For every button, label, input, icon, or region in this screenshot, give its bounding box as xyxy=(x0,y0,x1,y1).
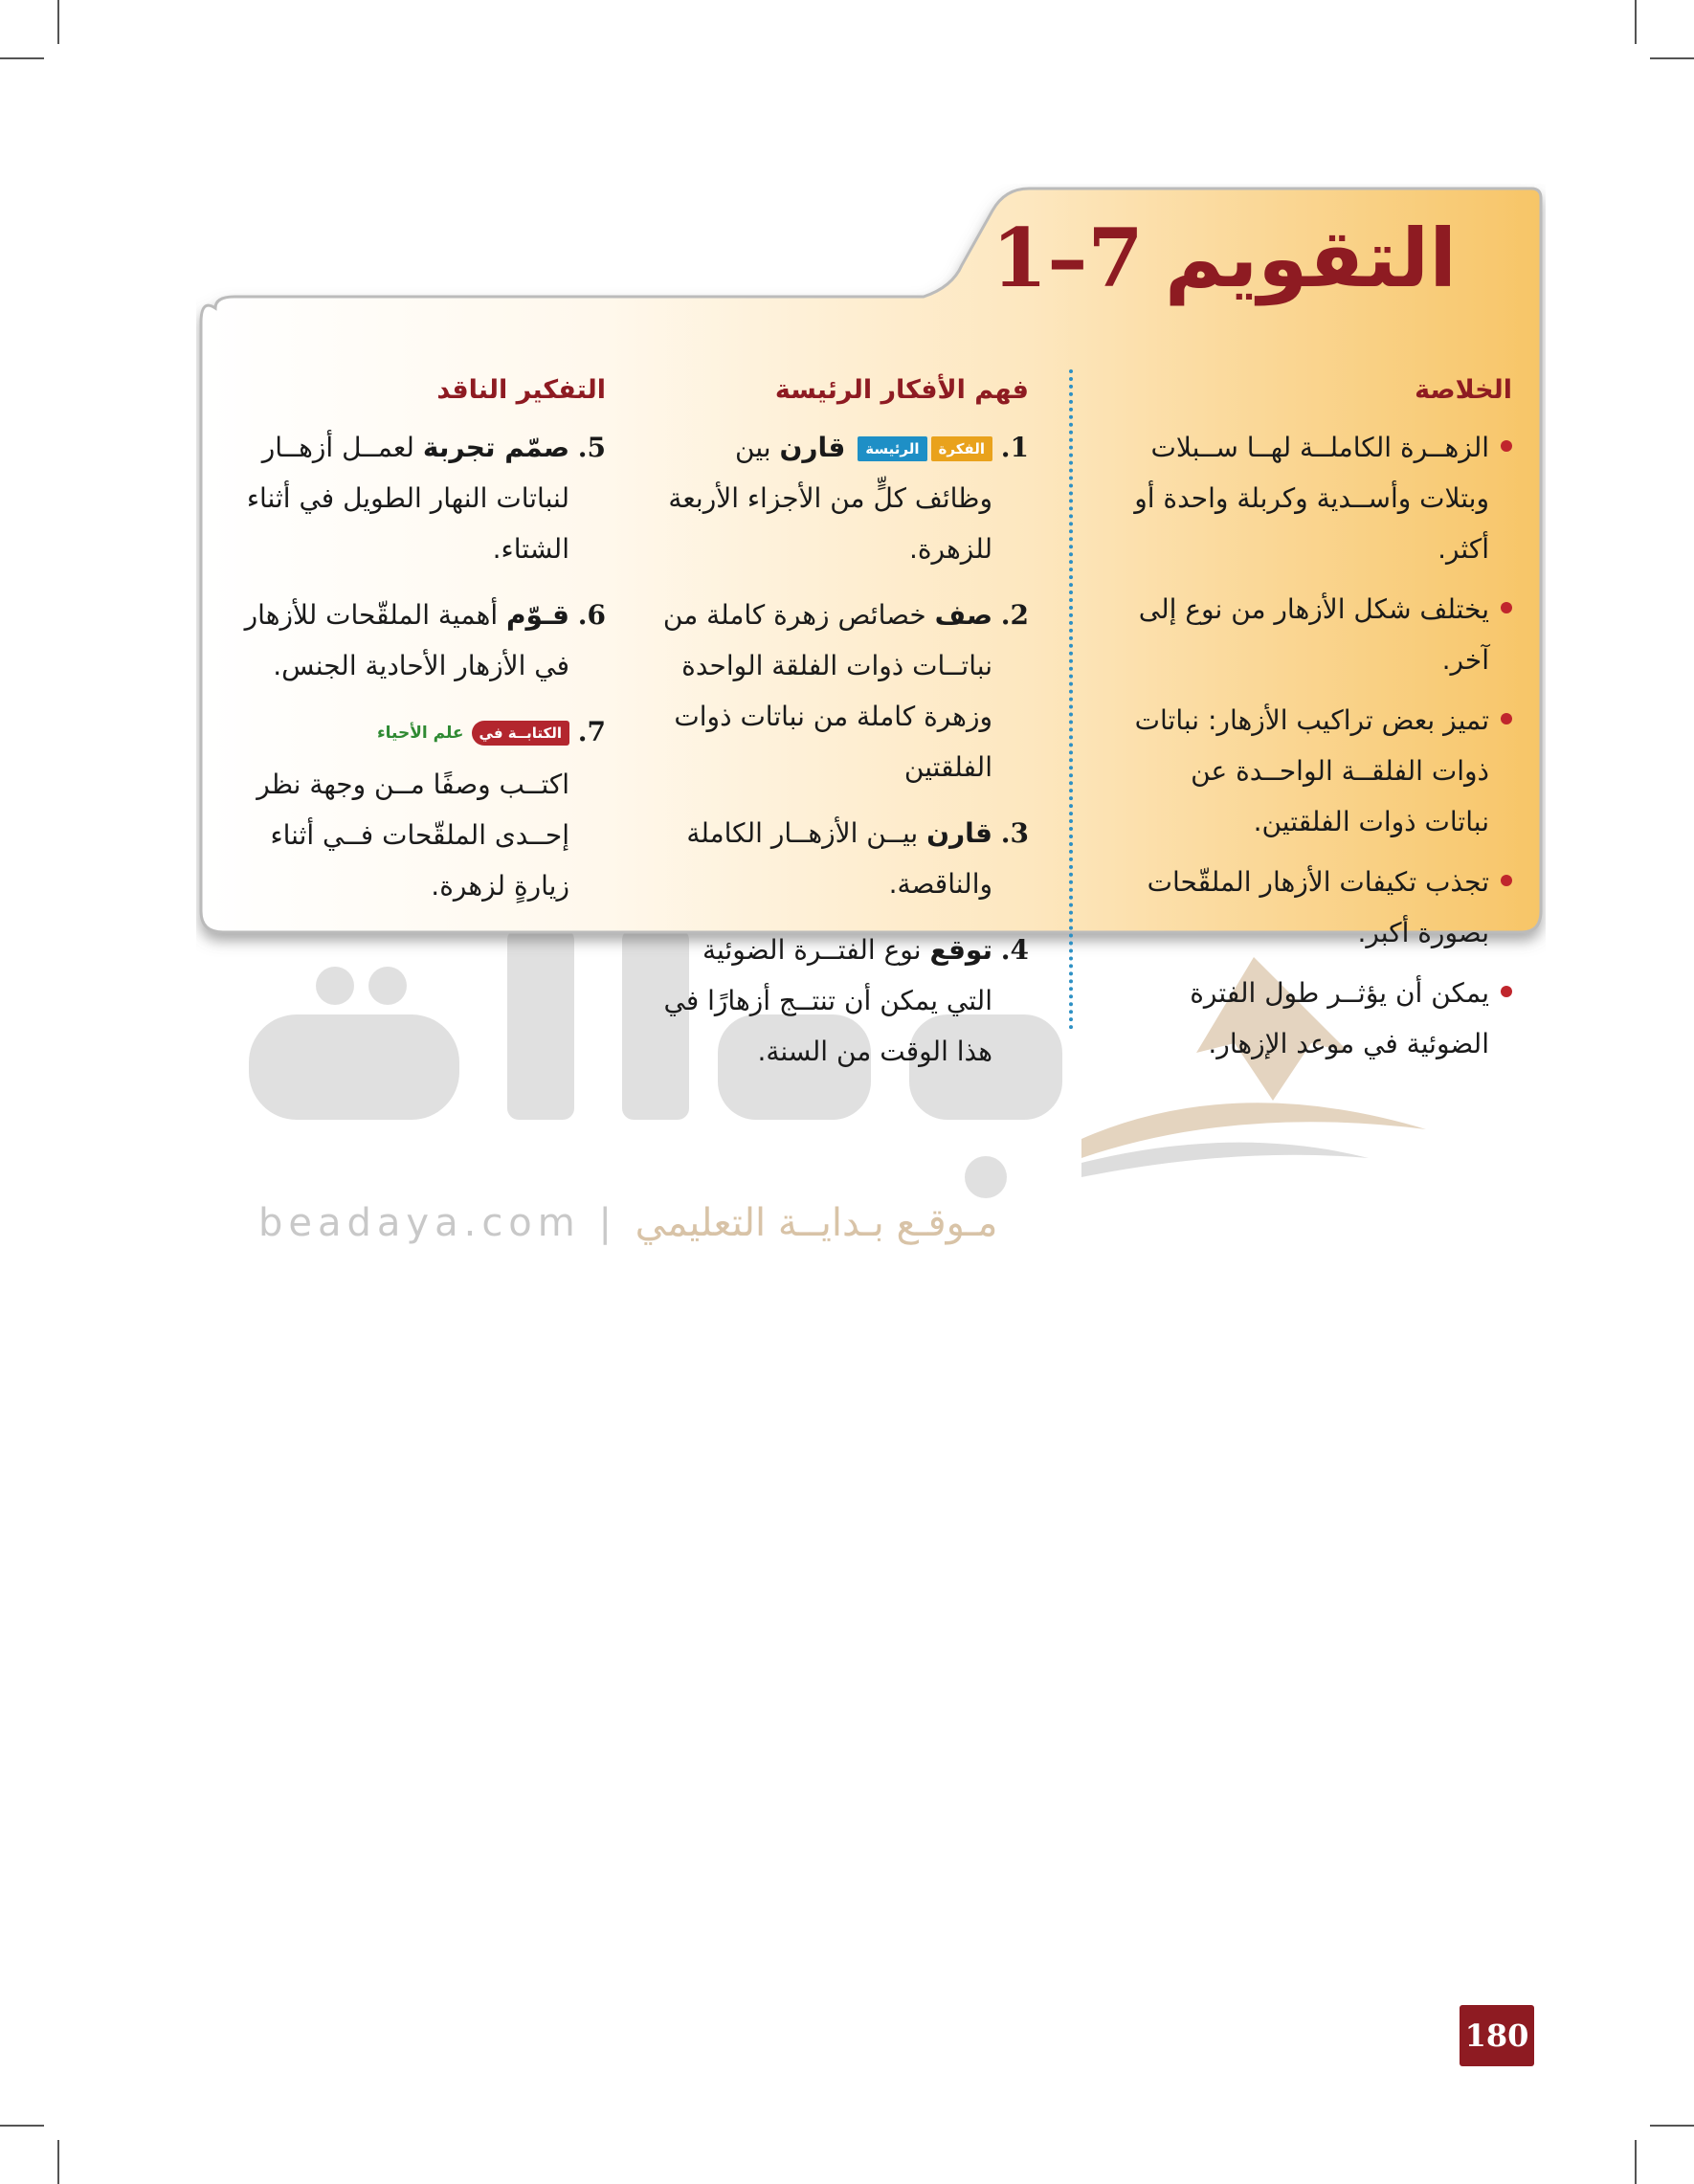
critical-thinking-title: التفكير الناقد xyxy=(436,375,606,405)
question-6: 6. قـوّم أهمية الملقّحات للأزهار في الأزهار الأحادية الجنس. xyxy=(244,599,606,681)
question-7: 7. الكتابــة فيعلم الأحياء اكتــب وصفًا مــن وجهة نظر إحــدى الملقّحات فــي أثناء زيارةٍ لزهرة. xyxy=(256,716,606,902)
watermark-latin: beadaya.com xyxy=(258,1201,581,1245)
crop-mark xyxy=(0,57,44,59)
section-title-word: التقويم xyxy=(1164,212,1457,305)
section-title xyxy=(992,211,1457,305)
bullet-icon xyxy=(1501,986,1512,997)
crop-mark xyxy=(0,2125,44,2127)
summary-item: تجذب تكيفات الأزهار الملقّحات بصورة أكبر. xyxy=(1129,857,1512,958)
question-5: 5. صمّم تجربة لعمــل أزهــار لنباتات النهار الطويل في أثناء الشتاء. xyxy=(246,432,606,565)
summary-item: الزهــرة الكاملــة لهــا ســبلات وبتلات وأســدية وكربلة واحدة أو أكثر. xyxy=(1129,422,1512,574)
question-2: 2. صف خصائص زهرة كاملة من نباتــات ذوات الفلقة الواحدة وزهرة كاملة من نباتات ذوات الفلقتين xyxy=(662,599,1029,783)
crop-mark xyxy=(1650,57,1694,59)
watermark-separator: | xyxy=(598,1201,617,1245)
crop-mark xyxy=(1635,2140,1637,2184)
question-1: 1. الفكرةالرئيسة قارن بين وظائف كلٍّ من الأجزاء الأربعة للزهرة. xyxy=(668,432,1029,565)
section-title-number: 7–1 xyxy=(991,211,1144,305)
bullet-icon xyxy=(1501,602,1512,613)
crop-mark xyxy=(57,0,59,44)
bullet-icon xyxy=(1501,875,1512,886)
critical-thinking-column xyxy=(242,375,606,926)
writing-tag: الكتابــة في xyxy=(472,721,569,746)
question-3: 3. قارن بيــن الأزهــار الكاملة والناقصة. xyxy=(686,817,1029,900)
crop-mark xyxy=(1635,0,1637,44)
main-ideas-column xyxy=(656,375,1029,1092)
crop-mark xyxy=(1650,2125,1694,2127)
bullet-icon xyxy=(1501,713,1512,724)
main-idea-tag-idea: الفكرة xyxy=(931,436,992,461)
column-divider xyxy=(1069,369,1073,1030)
summary-title: الخلاصة xyxy=(1415,375,1512,405)
summary-column xyxy=(1129,375,1512,1079)
bullet-icon xyxy=(1501,440,1512,452)
summary-item: تميز بعض تراكيب الأزهار: نباتات ذوات الفلقــة الواحــدة عن نباتات ذوات الفلقتين. xyxy=(1129,695,1512,847)
writing-field-tag: علم الأحياء xyxy=(376,723,464,743)
watermark-arabic: مـوقـع بـدايــة التعليمي xyxy=(635,1201,998,1245)
question-4: 4. توقع نوع الفتــرة الضوئية التي يمكن أن تنتــج أزهارًا في هذا الوقت من السنة. xyxy=(663,934,1029,1067)
main-idea-tag-main: الرئيسة xyxy=(858,436,926,461)
page-number: 180 xyxy=(1460,2005,1534,2066)
summary-item: يمكن أن يؤثــر طول الفترة الضوئية في موعد الإزهار. xyxy=(1129,968,1512,1069)
summary-item: يختلف شكل الأزهار من نوع إلى آخر. xyxy=(1129,584,1512,685)
crop-mark xyxy=(57,2140,59,2184)
watermark-text xyxy=(258,1201,997,1245)
main-ideas-title: فهم الأفكار الرئيسة xyxy=(774,375,1029,405)
